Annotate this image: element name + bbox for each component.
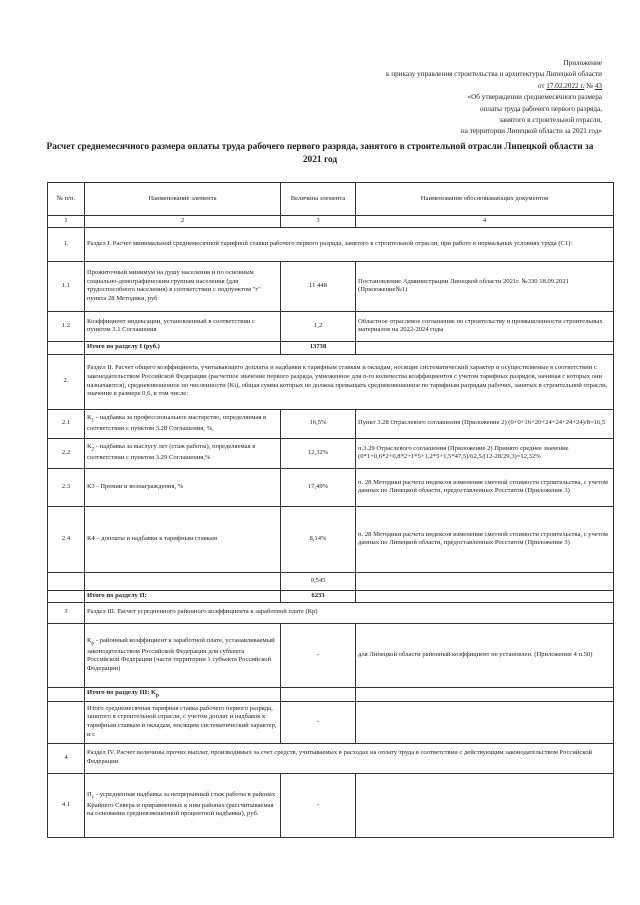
k-symbol: П [87,790,92,798]
element-name [85,438,281,468]
element-doc: Областное отраслевое соглашение по строительству и промышленности строительных материалов на 2022-2024 годы [356,311,614,341]
table-row [48,743,614,773]
col-header-number: № п/п. [48,183,85,216]
element-value: 11 448 [281,261,356,311]
section-heading: Раздел II. Расчет общего коэффициента, учитывающего доплаты и надбавки к тарифным ставкам и окладам, носящие систематический характер и осуществляемые в соответствии с законодательством Российской Федерации (расчетное значение первого разряда, умноженное для n-го количества коэффициентов с учетом тарифных разрядов, начиная с которых они назначаются), средневзвешенное по численности (Ki), общая сумма которых не должна превышать средневзвешенное по тарифным разрядам рабочих, занятых в строительной отрасли, значение в размере 0,6, в том числе: [85,354,614,409]
k-subscript: 2 [91,446,95,453]
row-number: 2.2 [48,438,85,468]
row-number: 1.1 [48,261,85,311]
element-value: 17,49% [281,468,356,506]
table-row [48,409,614,438]
col-number: 1 [48,216,85,228]
header-date-prefix: от [537,81,545,90]
row-number: 1.2 [48,311,85,341]
header-number-sign: № [586,81,594,90]
k-symbol: К [87,443,92,451]
element-name: Итого среднемесячная тарифная ставка рабочего первого разряда, занятого в строительной отрасли, с учетом доплат и надбавок к тарифным ставкам и окладам, носящим систематический характер, и с [85,701,281,743]
header-line-5: оплаты труда рабочего первого разряда, [479,104,602,113]
table-row [48,468,614,506]
header-number: 43 [594,81,602,90]
element-name-text: - надбавка за профессиональное мастерство, определяемая в соответствии с пунктом 3.28 Соглашения, %, [87,413,267,432]
element-doc: Пункт 3.28 Отраслевого соглашения (Приложение 2) (0+0+16+20+24+24+24+24)/8=16,5 [356,409,614,438]
element-name [85,773,281,837]
column-number-row [48,216,614,228]
element-value: 8,14% [281,506,356,572]
table-row [48,506,614,572]
element-doc: п.3.29 Отраслевого соглашения (Приложение 2) Принято среднее значение (0*1+0,6*2+0,8*2+1*5+1,2*5+1,5*47,5)/62,5/(12-28/29,3)=12,32% [356,438,614,468]
header-date: 17.02.2022 г. [546,81,585,90]
element-doc [356,773,614,837]
header-line-7: на территории Липецкой области за 2021 год» [460,127,602,136]
table-row [48,354,614,409]
total-row [48,590,614,602]
row-number: 4 [48,743,85,773]
table-row [48,438,614,468]
col-header-docs: Наименования обосновывающих документов [356,183,614,216]
total-label [85,687,281,701]
header-line-3 [272,81,602,92]
row-number: 2. [48,354,85,409]
table-row [48,602,614,623]
k-subscript: р [91,640,95,647]
element-value: - [281,701,356,743]
table-row [48,701,614,743]
element-name: К3 - Премии и вознаграждения, % [85,468,281,506]
row-number: 2.3 [48,468,85,506]
element-doc: Постановление Администрации Липецкой области 2021г. №330 18.09.2021 (Приложение№1) [356,261,614,311]
row-number: 2.1 [48,409,85,438]
element-value: 0,545 [281,572,356,590]
total-label-text: Итого по разделу III: К [87,688,156,696]
table-row [48,311,614,341]
section-heading: Раздел IV. Расчет величины прочих выплат, производимых за счет средств, учитываемых в расходах на оплату труда в соответствии с действующим законодательством Российской Федерации [85,743,614,773]
col-header-name: Наименование элемента [85,183,281,216]
element-value: 12,32% [281,438,356,468]
total-row [48,341,614,354]
header-line-2: к приказу управления строительства и архитектуры Липецкой области [385,70,602,79]
total-value [281,687,356,701]
col-header-value: Величина элемента [281,183,356,216]
total-label: Итого по разделу I (руб.) [85,341,281,354]
k-symbol: К [87,413,92,421]
total-label-subscript: р [155,691,159,698]
element-name: К4 – доплаты и надбавки к тарифным ставкам [85,506,281,572]
table-header-row [48,183,614,216]
total-value: 6233 [281,590,356,602]
col-number: 3 [281,216,356,228]
table-row [48,261,614,311]
element-doc: п. 28 Методики расчета индексов изменения сметной стоимости строительства, с учетом данных по Липецкой области, предоставленных Росстатом (Приложение 3) [356,468,614,506]
row-number: 3 [48,602,85,623]
element-value: 16,5% [281,409,356,438]
header-line-1: Приложение [563,59,602,67]
element-name: Коэффициент индексации, установленный в соответствии с пунктом 3.1 Соглашения [85,311,281,341]
row-number: 2.4 [48,506,85,572]
element-value: - [281,623,356,687]
element-name [85,409,281,438]
element-name-text: - надбавка за выслугу лет (стаж работы), определяемая в соответствии с пунктом 3.29 Соглашения,% [87,443,256,462]
header-line-4: «Об утверждении среднемесячного размера [467,93,602,102]
k-subscript: 1 [91,417,95,424]
k-symbol: К [87,636,92,644]
document-title: Расчет среднемесячного размера оплаты труда рабочего первого разряда, занятого в строительной отрасли Липецкой области за 2021 год [46,142,594,165]
total-value: 13738 [281,341,356,354]
order-header [272,58,602,138]
header-line-6: занятого в строительной отрасли, [499,116,602,125]
k-subscript: с [91,794,95,801]
element-value: 1,2 [281,311,356,341]
row-number: 4.1 [48,773,85,837]
table-row [48,572,614,590]
element-name [85,623,281,687]
element-doc: для Липецкой области районный коэффициент не установлен. (Приложение 4 п.50) [356,623,614,687]
col-number: 2 [85,216,281,228]
total-row [48,687,614,701]
element-name: Прожиточный минимум на душу населения и по основным социально-демографическим группам населения (для трудоспособного населения) в соответствии с подпунктом "г" пункта 28 Методики, руб [85,261,281,311]
total-label: Итого по разделу II: [85,590,281,602]
element-name-text: - районный коэффициент к заработной плате, устанавливаемый законодательством Российской Федерации для субъекта Российской Федерации (части территории 1 субъекта Российской Федерации) [87,636,275,672]
section-heading: Раздел III. Расчет усредненного районного коэффициента к заработной плате (Кр) [85,602,614,623]
element-doc: п. 28 Методики расчета индексов изменения сметной стоимости строительства, с учетом данных по Липецкой области, предоставленных Росстатом (Приложение 3) [356,506,614,572]
row-number: 1. [48,227,85,261]
element-value: - [281,773,356,837]
table-row [48,227,614,261]
section-heading: Раздел I. Расчет минимальной среднемесячной тарифной ставки рабочего первого разряда, занятого в строительной отрасли, при работе в нормальных условиях труда (С1): [85,227,614,261]
col-number: 4 [356,216,614,228]
element-name-text: - усредненная надбавка за непрерывный стаж работы в районах Крайнего Севера и приравненных к ним районах (рассчитываемая на основании средневзвешенной процентной надбавки), руб. [87,790,276,818]
table-row [48,623,614,687]
calculation-table [47,182,614,838]
table-row [48,773,614,837]
